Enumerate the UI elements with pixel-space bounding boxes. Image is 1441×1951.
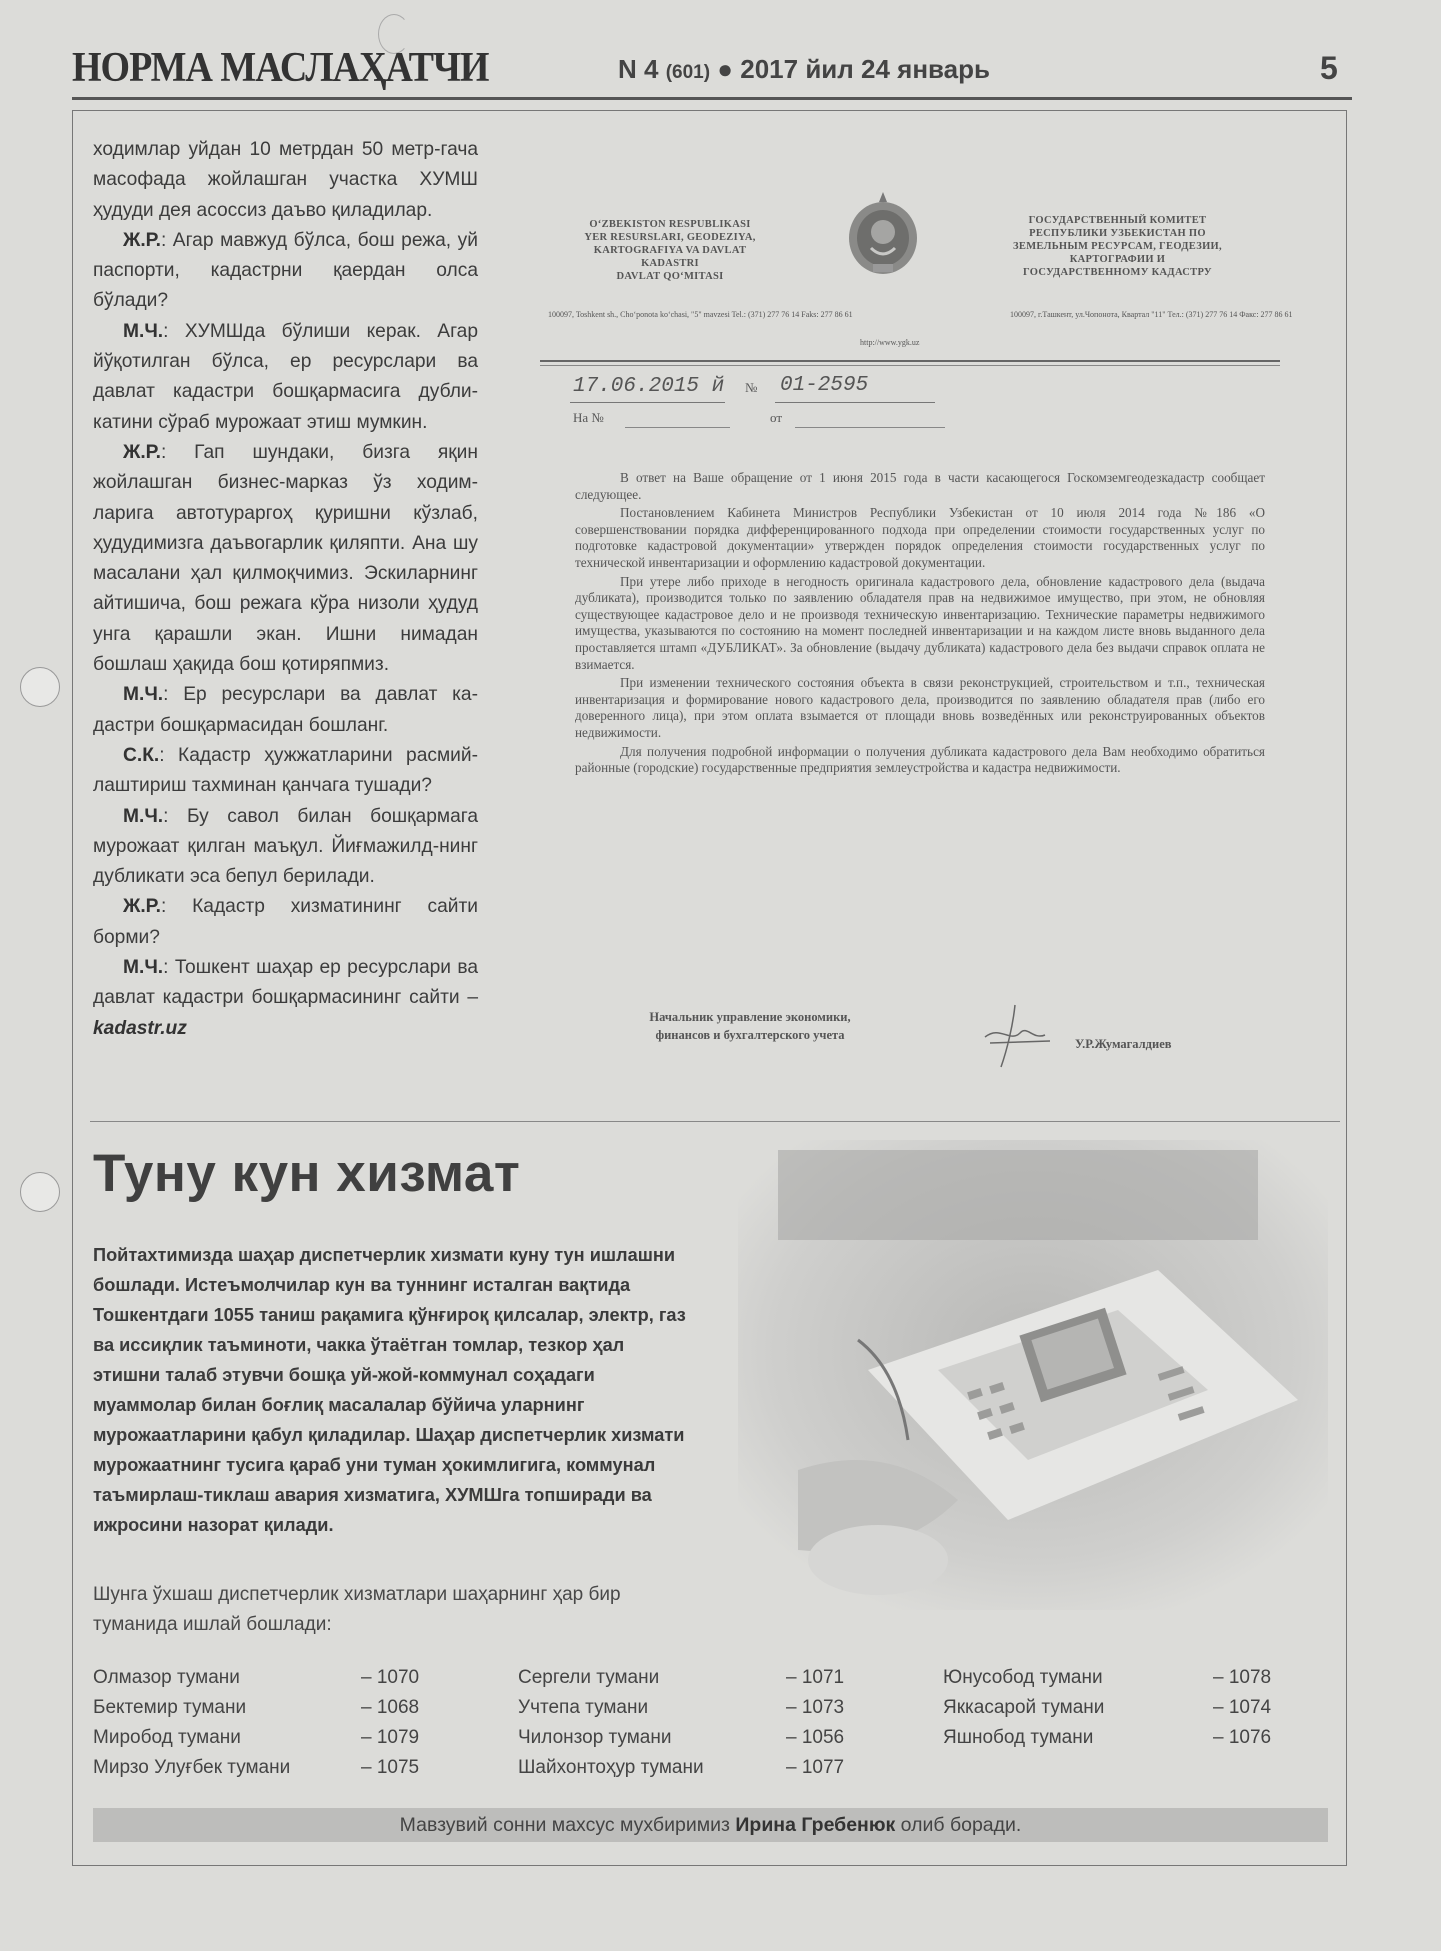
district-row: Мирзо Улуғбек тумани – 1075 xyxy=(93,1757,420,1778)
desk-phone-photo xyxy=(738,1140,1328,1610)
ot-line xyxy=(795,427,945,428)
district-row: Сергели тумани – 1071 xyxy=(518,1667,845,1688)
district-list-col-2 xyxy=(518,1663,844,1783)
masthead-title: НОРМА МАСЛАҲАТЧИ xyxy=(72,44,489,92)
na-line xyxy=(625,427,730,428)
issue-number: (601) xyxy=(665,62,711,83)
header-rule xyxy=(72,97,1352,100)
letter-ref-number: 01-2595 xyxy=(780,374,869,397)
bullet-icon: ● xyxy=(717,54,734,84)
section-divider xyxy=(90,1121,1340,1122)
district-row: Яшнобод тумани – 1076 xyxy=(943,1727,1272,1748)
ref-line xyxy=(775,402,935,403)
credit-bar: Мавзувий сонни махсус мухбиримиз Ирина Гребенюк олиб боради. xyxy=(93,1808,1328,1842)
letter-paragraph: При утере либо приходе в негодность оригинала кадастрового дела, обновление кадастрового дела (выдача дубликата), производится только по заявлению обладателя прав на недвижимое имущество, при этом, не обновляя существующее кадастровое дело и не производя техническую инвентаризацию. Технические параметры недвижимого имущества, указываются по состоянию на момент последней инвентаризации и на каждом листе вновь выданного дела проставляется штамп «ДУБЛИКАТ». За обновление (выдачу дубликата) кадастрового дела без выдачи справок оплата не взимается. xyxy=(575,573,1265,672)
page-number: 5 xyxy=(1320,50,1338,86)
interview-paragraph: С.К.: Кадастр ҳужжатларини расмий-лаштириш тахминан қанчага тушади? xyxy=(93,744,478,797)
issue-prefix: N 4 xyxy=(618,54,659,84)
interview-paragraph: Ж.Р.: Гап шундаки, бизга яқин жойлашган бизнес-марказ ўз ходим-ларига автотураргоҳ қуришни кўзлаб, ҳудудимизга даъвогарлик қиляпти. Ана шу масалани ҳал қилмоқчимиз. Эскиларнинг айтишича, бош режага кўра низоли ҳудуд унга қарашли экан. Ишни нимадан бошлаш ҳақида бош қотиряпмиз. xyxy=(93,441,478,676)
address-ru: 100097, г.Ташкент, ул.Чопонота, Квартал "11" Тел.: (371) 277 76 14 Факс: 277 86 61 xyxy=(1010,310,1293,319)
district-row: Яккасарой тумани – 1074 xyxy=(943,1697,1272,1718)
district-row: Чилонзор тумани – 1056 xyxy=(518,1727,845,1748)
district-row: Бектемир тумани – 1068 xyxy=(93,1697,420,1718)
letterhead-uz: O‘ZBEKISTON RESPUBLIKASI YER RESURSLARI, GEODEZIYA, KARTOGRAFIYA VA DAVLAT KADASTRI DAVLAT QO‘MITASI xyxy=(584,219,756,282)
state-emblem-icon xyxy=(843,188,923,280)
signer-title: Начальник управление экономики, финансов и бухгалтерского учета xyxy=(649,1010,851,1042)
issue-line xyxy=(618,54,990,85)
interview-paragraph: М.Ч.: Ер ресурслари ва давлат ка-дастри бошқармасидан бошланг. xyxy=(93,684,478,736)
interview-paragraph: Ж.Р.: Кадастр хизматининг сайти борми? xyxy=(93,896,478,948)
district-list-col-1 xyxy=(93,1663,419,1783)
article-headline: Туну кун хизмат xyxy=(93,1144,521,1203)
letterhead-rule xyxy=(540,360,1280,366)
district-row: Олмазор тумани – 1070 xyxy=(93,1667,420,1688)
ref-no-label: № xyxy=(745,380,758,395)
district-row: Учтепа тумани – 1073 xyxy=(518,1697,845,1718)
interview-paragraph: ходимлар уйдан 10 метрдан 50 метр-гача масофада жойлашган участка ХУМШ ҳудуди дея асоссиз даъво қиладилар. xyxy=(93,139,478,221)
article-lead: Пойтахтимизда шаҳар диспетчерлик хизмати куну тун ишлашни бошлади. Истеъмолчилар кун ва туннинг исталган вақтида Тошкентдаги 1055 таниш рақамига қўнғироқ қилсалар, электр, газ ва иссиқлик таъминоти, чакка ўтаётган томлар, тезкор ҳал этишни талаб этувчи бошқа уй-жой-коммунал соҳадаги муаммолар билан боғлиқ масалалар бўйича уларнинг мурожаатларини қабул қиладилар. Шаҳар диспетчерлик хизмати мурожаатнинг тусига қараб уни туман ҳокимлигига, коммунал таъмирлаш-тиклаш авария хизматига, ХУМШга топширади ва ижросини назорат қилади. xyxy=(93,1245,686,1535)
na-label: На № xyxy=(573,410,604,425)
punch-hole-icon xyxy=(20,1172,60,1212)
letterhead-ru: ГОСУДАРСТВЕННЫЙ КОМИТЕТ РЕСПУБЛИКИ УЗБЕКИСТАН ПО ЗЕМЕЛЬНЫМ РЕСУРСАМ, ГЕОДЕЗИИ, КАРТОГРАФИИ И ГОСУДАРСТВЕННОМУ КАДАСТРУ xyxy=(1013,215,1222,278)
letter-paragraph: Для получения подробной информации о получения дубликата кадастрового дела Вам необходимо обратиться районные (городские) государственные предприятия землеустройства и кадастра недвижимости. xyxy=(575,743,1265,776)
site-link[interactable]: kadastr.uz xyxy=(93,1017,187,1039)
letter-website: http://www.ygk.uz xyxy=(860,338,920,347)
interview-paragraph: М.Ч.: Бу савол билан бошқармага мурожаат қилган маъқул. Йиғмажилд-нинг дубликати эса бепул берилади. xyxy=(93,805,478,888)
correspondent-name: Ирина Гребенюк xyxy=(735,1814,896,1836)
article-follow: Шунга ўхшаш диспетчерлик хизматлари шаҳарнинг ҳар бир туманида ишлай бошлади: xyxy=(93,1584,621,1635)
punch-hole-icon xyxy=(20,667,60,707)
interview-paragraph: Ж.Р.: Агар мавжуд бўлса, бош режа, уй паспорти, кадастрни қаердан олса бўлади? xyxy=(93,229,478,312)
address-uz: 100097, Toshkent sh., Cho‘ponota ko‘chasi, "5" mavzesi Tel.: (371) 277 76 14 Faks: 277 86 61 xyxy=(548,310,853,319)
letter-body xyxy=(575,470,1265,779)
interview-column xyxy=(93,135,478,1044)
signer-name: У.Р.Жумагалдиев xyxy=(1075,1037,1172,1051)
district-row: Юнусобод тумани – 1078 xyxy=(943,1667,1272,1688)
interview-paragraph: М.Ч.: Тошкент шаҳар ер ресурслари ва давлат кадастри бошқармасининг сайти – kadastr.uz xyxy=(93,957,478,1039)
district-row: Миробод тумани – 1079 xyxy=(93,1727,420,1748)
issue-date: 2017 йил 24 январь xyxy=(740,54,991,84)
interview-paragraph: М.Ч.: ХУМШда бўлиши керак. Агар йўқотилган бўлса, ер ресурслари ва давлат кадастри бошқармасига дубли-катини сўраб мурожаат этиш мумкин. xyxy=(93,320,478,433)
letter-date: 17.06.2015 й xyxy=(573,375,725,398)
letter-paragraph: В ответ на Ваше обращение от 1 июня 2015 года в части касающегося Госкомземгеодезкадастр сообщает следующее. xyxy=(575,470,1265,502)
ref-line xyxy=(570,402,725,403)
district-list-col-3 xyxy=(943,1663,1271,1753)
ot-label: от xyxy=(770,410,783,425)
letter-paragraph: Постановлением Кабинета Министров Республики Узбекистан от 10 июля 2014 года №186 «О совершенствовании порядка дифференцированного подхода при определении стоимости государственных услуг по подготовке кадастровой документации» утвержден порядок определения стоимости государственных услуг по технической инвентаризации и оформлению кадастровой документации. xyxy=(575,505,1265,570)
district-row: Шайхонтоҳур тумани – 1077 xyxy=(518,1757,845,1778)
letter-paragraph: При изменении технического состояния объекта в связи реконструкцией, строительством и т.п., техническая инвентаризация и формирование нового кадастрового дела, производится по заявлению обладателя прав (либо его доверенного лица), при этом оплата взымается от площади вновь возведённых или реконструированных объектов недвижимости. xyxy=(575,675,1265,740)
signature-icon xyxy=(975,995,1065,1070)
